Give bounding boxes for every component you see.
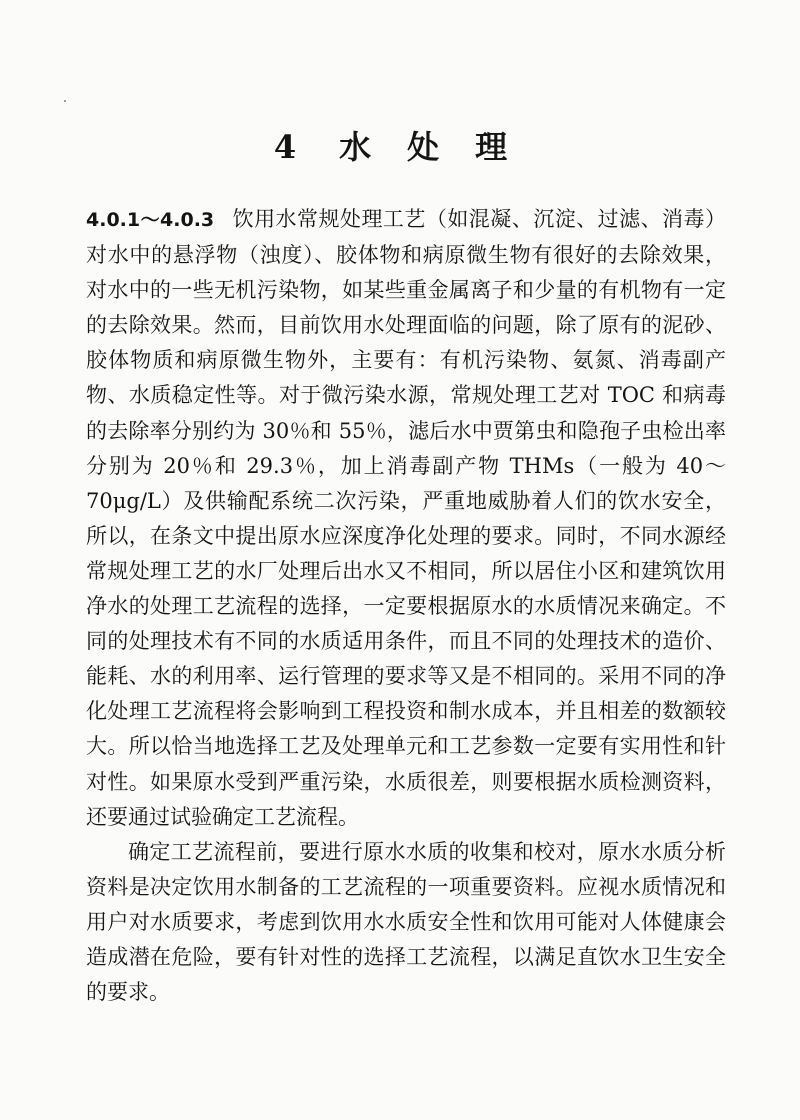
chapter-title-char-1: 水 xyxy=(339,128,374,166)
chapter-title-char-2: 处 xyxy=(407,128,442,166)
chapter-title-char-3: 理 xyxy=(475,128,510,166)
body-text xyxy=(86,202,726,1010)
chapter-number: 4 xyxy=(273,128,299,166)
paragraph-2-text: 确定工艺流程前，要进行原水水质的收集和校对，原水水质分析资料是决定饮用水制备的工艺流程的一项重要资料。应视水质情况和用户对水质要求，考虑到饮用水水质安全性和饮用可能对人体健康会造成潜在危险，要有针对性的选择工艺流程，以满足直饮水卫生安全的要求。 xyxy=(86,839,726,1005)
clause-number: 4.0.1～4.0.3 xyxy=(86,209,215,231)
paragraph-1 xyxy=(86,202,726,835)
scan-speck xyxy=(64,100,66,102)
paragraph-1-text: 饮用水常规处理工艺（如混凝、沉淀、过滤、消毒）对水中的悬浮物（浊度）、胶体物和病原微生物有很好的去除效果，对水中的一些无机污染物，如某些重金属离子和少量的有机物有一定的去除效果。然而，目前饮用水处理面临的问题，除了原有的泥砂、胶体物质和病原微生物外，主要有：有机污染物、氨氮、消毒副产物、水质稳定性等。对于微污染水源，常规处理工艺对 TOC 和病毒的去除率分别约为 30％和 55％，滤后水中贾第虫和隐孢子虫检出率分别为 20％和 29.3％，加上消毒副产物 THMs（一般为 40～70μg/L）及供输配系统二次污染，严重地威胁着人们的饮水安全，所以，在条文中提出原水应深度净化处理的要求。同时，不同水源经常规处理工艺的水厂处理后出水又不相同，所以居住小区和建筑饮用净水的处理工艺流程的选择，一定要根据原水的水质情况来确定。不同的处理技术有不同的水质适用条件，而且不同的处理技术的造价、能耗、水的利用率、运行管理的要求等又是不相同的。采用不同的净化处理工艺流程将会影响到工程投资和制水成本，并且相差的数额较大。所以恰当地选择工艺及处理单元和工艺参数一定要有实用性和针对性。如果原水受到严重污染，水质很差，则要根据水质检测资料，还要通过试验确定工艺流程。 xyxy=(86,207,726,829)
paragraph-2 xyxy=(86,835,726,1010)
chapter-title xyxy=(0,122,800,168)
